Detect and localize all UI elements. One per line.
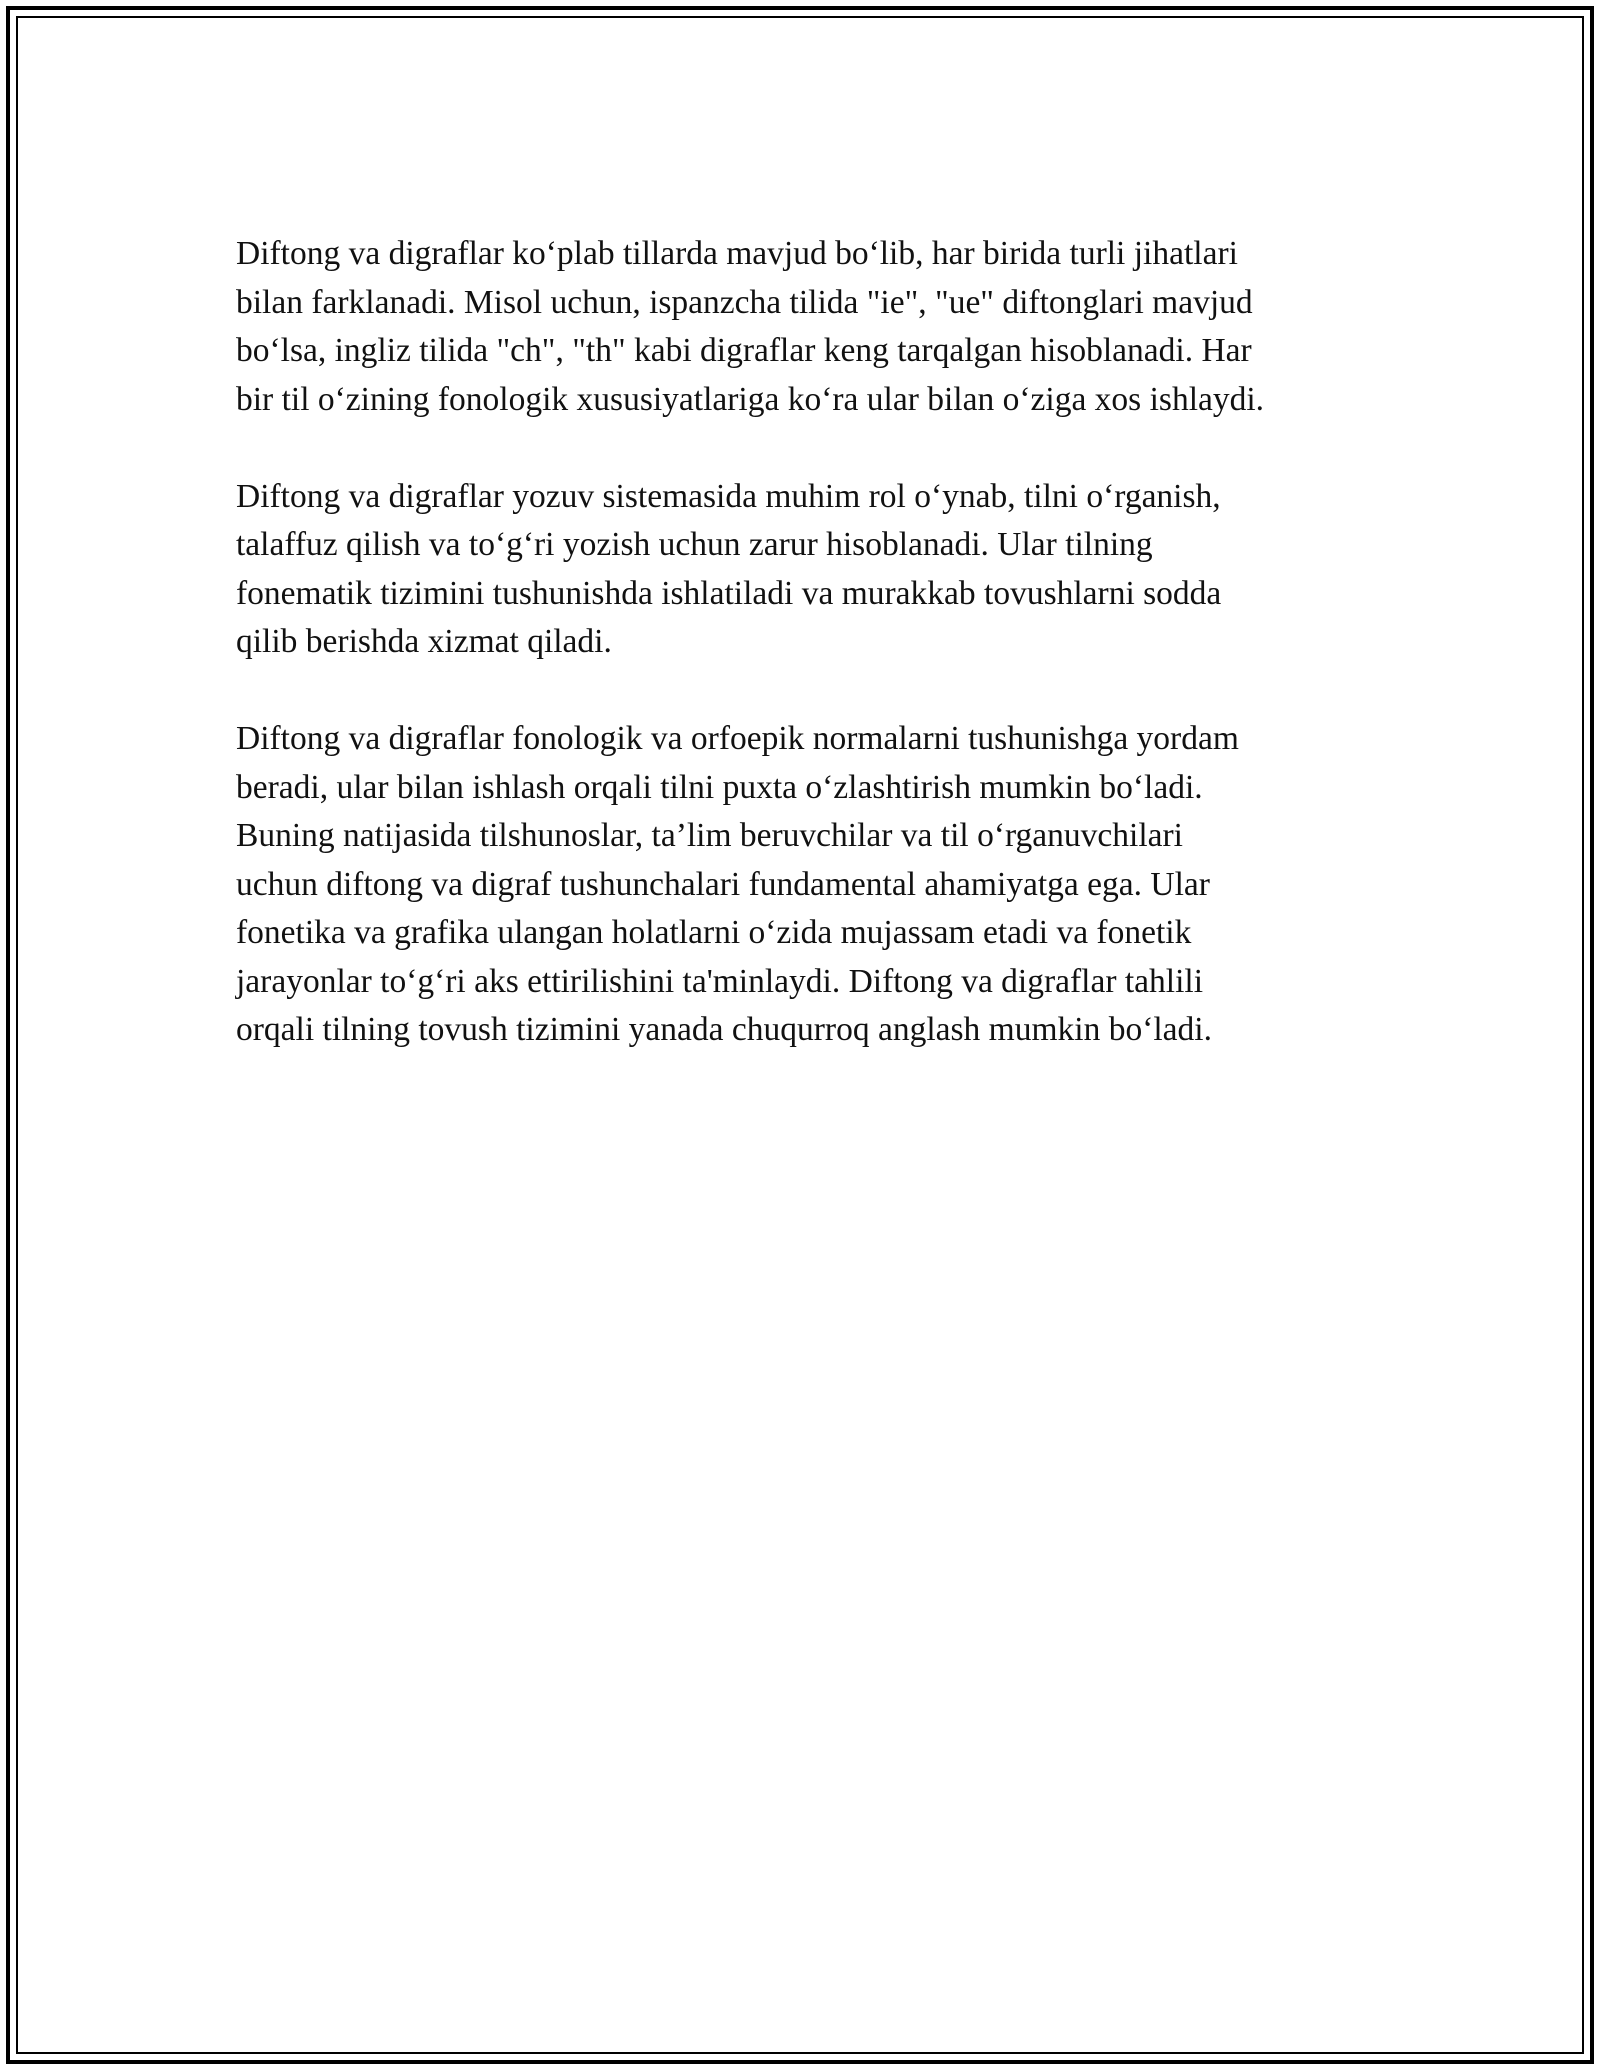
paragraph-line: bir til oʻzining fonologik xususiyatlariga koʻra ular bilan oʻziga xos ishlaydi. xyxy=(236,380,1265,418)
paragraph-line: Diftong va digraflar koʻplab tillarda mavjud boʻlib, har birida turli jihatlari xyxy=(236,235,1238,272)
paragraph-line: Buning natijasida tilshunoslar, ta’lim beruvchilar va til oʻrganuvchilari xyxy=(236,817,1183,854)
document-body xyxy=(236,230,1376,1103)
paragraph-line: boʻlsa, ingliz tilida "ch", "th" kabi digraflar keng tarqalgan hisoblanadi. Har xyxy=(236,332,1252,369)
paragraph-line: jarayonlar toʻgʻri aks ettirilishini ta'minlaydi. Diftong va digraflar tahlili xyxy=(236,962,1204,1000)
paragraph-3 xyxy=(236,715,1376,1055)
paragraph-line: qilib berishda xizmat qiladi. xyxy=(236,623,612,660)
paragraph-2 xyxy=(236,473,1376,667)
paragraph-line: orqali tilning tovush tizimini yanada chuqurroq anglash mumkin boʻladi. xyxy=(236,1011,1212,1048)
paragraph-1 xyxy=(236,230,1376,424)
paragraph-line: bilan farklanadi. Misol uchun, ispanzcha tilida "ie", "ue" diftonglari mavjud xyxy=(236,283,1253,321)
paragraph-line: Diftong va digraflar fonologik va orfoepik normalarni tushunishga yordam xyxy=(236,720,1239,757)
paragraph-line: talaffuz qilish va toʻgʻri yozish uchun zarur hisoblanadi. Ular tilning xyxy=(236,526,1153,563)
paragraph-line: beradi, ular bilan ishlash orqali tilni puxta oʻzlashtirish mumkin boʻladi. xyxy=(236,768,1203,806)
paragraph-line: fonetika va grafika ulangan holatlarni oʻzida mujassam etadi va fonetik xyxy=(236,914,1192,951)
paragraph-line: uchun diftong va digraf tushunchalari fundamental ahamiyatga ega. Ular xyxy=(236,865,1210,903)
paragraph-line: fonematik tizimini tushunishda ishlatiladi va murakkab tovushlarni sodda xyxy=(236,574,1222,612)
paragraph-line: Diftong va digraflar yozuv sistemasida muhim rol oʻynab, tilni oʻrganish, xyxy=(236,477,1221,515)
